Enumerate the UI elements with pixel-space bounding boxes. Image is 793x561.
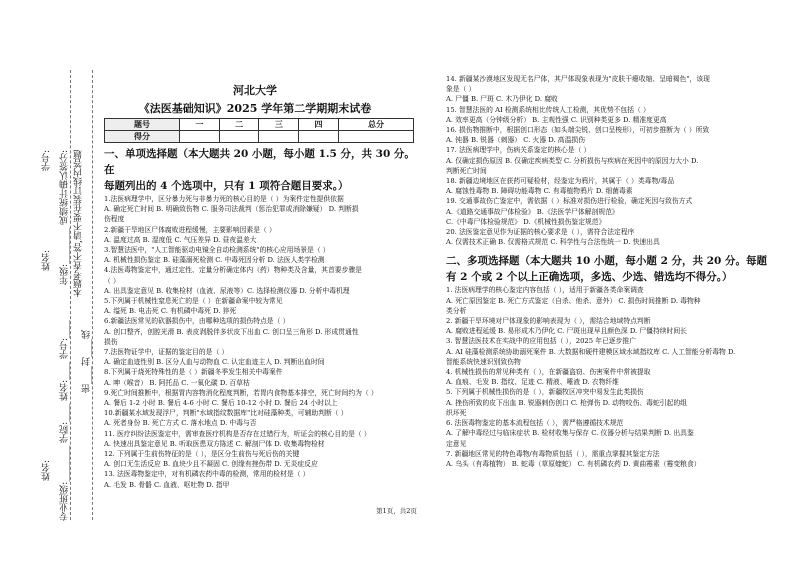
score-row-header xyxy=(105,119,414,131)
exam-title: 《法医基础知识》2025 学年第二学期期末试卷 xyxy=(138,102,372,115)
question-line: A. 毛发 B. 骨骼 C. 血液、呕吐物 D. 指甲 xyxy=(104,480,230,489)
question-line: A. 腐蚀性毒物 B. 障碍功能毒物 C. 有毒植物鸦片 D. 细菌毒素 xyxy=(446,187,633,196)
question-line: A. 钝器 B. 锐器（刺器） C. 火器 D. 高温损伤 xyxy=(446,136,585,145)
score-cell xyxy=(338,131,413,143)
question-line: 象是（ ） xyxy=(446,85,476,94)
score-cell xyxy=(180,131,220,143)
question-line: 16. 损伤物推断中，根据创口形态（如头端尖锐、创口呈梭形），可初步推断为（ ）所致 xyxy=(446,126,710,135)
student-id-label: 学号: xyxy=(42,150,52,172)
question-line: 4. 机械性损伤的常见种类有（ ），在新疆盗窃、伤害案件中常被提取 xyxy=(446,368,651,377)
section1-title-a: 一、单项选择题（本大题共 20 小题，每小题 1.5 分，共 30 分。在 xyxy=(104,148,415,176)
question-line: 1. 法医病理学的核心鉴定内容包括（ ），适用于新疆各类命案调查 xyxy=(446,286,644,295)
question-line: 定意见 xyxy=(446,439,467,448)
question-line: 6.新疆法医常见的砍器损伤中，由哪种选项的损伤特点是（ ） xyxy=(104,317,290,326)
right-column xyxy=(446,74,781,469)
left-column xyxy=(104,146,420,490)
question-line: 4.法医毒物鉴定中，通过定性、定量分析确定体内（药）物种类及含量，其首要步骤是 xyxy=(104,266,362,275)
question-list-right xyxy=(446,74,781,247)
score-cell xyxy=(219,131,259,143)
question-line: A. 效率更高（分钟级分析） B. 主观性强 C. 识别种类更多 D. 精准度更高 xyxy=(446,115,667,124)
question-line: 7. 新疆地区常见的特色毒物/有毒物质包括（ ），需重点掌握其鉴定方法 xyxy=(446,449,660,458)
question-line: 损伤 xyxy=(104,337,118,346)
section1-title-b: 每题列出的 4 个选项中，只有 1 项符合题目要求。） xyxy=(104,180,349,192)
score-cell: 二 xyxy=(219,119,259,131)
score-cell: 得分 xyxy=(105,131,180,143)
question-line: A. 呻（喉音） B. 阿托品 C. 一氧化碳 D. 百草枯 xyxy=(104,378,250,387)
question-line: A. 仅确定损伤原因 B. 仅确定疾病类型 C. 分析损伤与疾病在死因中的原因力大小 D. xyxy=(446,156,699,165)
question-line: A. 血痕、毛发 B. 指纹、足迹 C. 精液、唾液 D. 衣物纤维 xyxy=(446,378,619,387)
question-line: A. 出具鉴定意见 B. 收集检材（血液、尿液等）C. 选择检测仪器 D. 分析中毒机理 xyxy=(104,286,350,295)
margin-note-2: 本题考查不答,请不要在装订线内答题 xyxy=(74,150,84,297)
question-line: 3. 智慧法医技术在实战中的应用包括（ ），2025 年已逐步推广 xyxy=(446,337,636,346)
score-cell xyxy=(299,131,339,143)
margin-class-note: 专业班级:________ 学院:____ 姓名:____ 学号:____ xyxy=(60,320,70,521)
question-line: A. 乌头（有毒植物） B. 蛇毒（草原蝰蛇） C. 有机磷农药 D. 黄曲霉素（霉变粮食） xyxy=(446,459,701,468)
question-line: 13. 法医毒物鉴定中，对有机磷农药中毒的检测，常用的检材是（ ） xyxy=(104,470,310,479)
section2-title-a: 二、多项选择题（本大题共 10 小题，每小题 2 分，共 20 分。每题 xyxy=(446,255,767,268)
question-line: A. 死亡原因鉴定 B. 死亡方式鉴定（自杀、他杀、意外） C. 损伤时间推断 D. 毒物种 xyxy=(446,296,701,305)
question-line: 17. 法医病理学中，伤病关系鉴定的核心是（ ） xyxy=(446,146,591,155)
question-line: 20. 法医鉴定意见作为证据的核心要求是（ ），需符合法定程序 xyxy=(446,228,635,237)
question-line: A. 尸僵 B. 尸斑 C. 木乃伊化 D. 腐败 xyxy=(446,95,558,104)
question-line: A. 确定血迹性别 B. 区分人血与动物血 C. 认定血迹主人 D. 判断出血时间 xyxy=(104,358,325,367)
question-line: （ ） xyxy=(104,276,120,285)
question-line: A. 创口无生活反应 B. 血块少且不凝固 C. 创缘有挫伤带 D. 无炎症反应 xyxy=(104,460,318,469)
question-line: A. 温度过高 B. 湿度低 C. 气压差异 D. 昼夜温差大 xyxy=(104,235,257,244)
name-label: 姓名: xyxy=(42,250,52,272)
score-cell: 一 xyxy=(180,119,220,131)
question-line: 1.法医病理学中，区分暴力死与非暴力死的核心目的是（ ）为案件定性提供依据 xyxy=(104,195,344,203)
question-line: 8.下列属于烧死特殊性的是（ ）新疆冬季发生相关中毒案件 xyxy=(104,368,283,377)
question-line: C.《中毒尸体检验规范》 D.《机械性损伤鉴定规范》 xyxy=(446,217,606,226)
question-line: A. 了解中毒经过与临床症状 B. 检材收集与保存 C. 仪器分析与结果判断 D. 出具鉴 xyxy=(446,429,694,438)
question-line: A. 腐败进程延缓 B. 易形成木乃伊化 C. 尸斑出现早且颜色深 D. 尸僵持续时间长 xyxy=(446,327,687,336)
question-line: A. 机械性损伤鉴定 B. 硅藻溺死检测 C. 中毒死因分析 D. 法医人类学检测 xyxy=(104,256,325,265)
score-cell: 三 xyxy=(259,119,299,131)
question-line: 14. 新疆某沙漠地区发现无名尸体，其尸体现象表现为"皮肤干瘪收缩、呈暗褐色"，该现 xyxy=(446,75,710,83)
question-line: A. 死者身份 B. 死亡方式 C. 落水地点 D. 中毒与否 xyxy=(104,419,257,428)
question-line: 2.新疆干旱地区尸体腐败进程缓慢，主要影响因素是（ ） xyxy=(104,225,276,234)
question-line: 7.法医物证学中，证据的鉴定目的是（ ） xyxy=(104,348,229,357)
question-line: 10.新疆某水域发现浮尸，判断"水域指纹数据库"比对硅藻种类，可辅助判断（ ） xyxy=(104,409,348,418)
question-line: 5.下列属于机械性窒息死亡的是（ ）在新疆命案中较为常见 xyxy=(104,297,283,306)
question-line: 5. 下列属于机械性损伤的是（ ），新疆牧区冲突中易发生此类损伤 xyxy=(446,388,644,397)
name-label-bottom: 姓名: xyxy=(42,460,52,482)
question-list-right-2 xyxy=(446,285,781,469)
score-cell: 四 xyxy=(299,119,339,131)
question-line: 18. 新疆边境地区在获药可疑检材，经鉴定为鸦片，其属于（ ）类毒物/毒品 xyxy=(446,177,675,186)
score-cell: 题号 xyxy=(105,119,180,131)
question-line: 19. 交通事故伤亡鉴定中，需依据（ ）标准对损伤进行检验，确定死因与致伤方式 xyxy=(446,197,693,206)
score-cell: 总分 xyxy=(338,119,413,131)
question-list-left xyxy=(104,194,420,490)
question-line: 9.死亡时间推断中，根据胃内容物消化程度判断，若胃内食物基本排空，死亡时间约为（ ） xyxy=(104,388,378,397)
question-line: 6. 法医毒物鉴定的基本流程包括（ ），需严格遵循技术规范 xyxy=(446,419,624,428)
score-row-values xyxy=(105,131,414,143)
score-cell xyxy=(259,131,299,143)
question-line: A. 仅需技术正确 B. 仅需格式规范 C. 科学性与合法性统一 D. 快速出具 xyxy=(446,238,660,247)
question-line: A. 挫伤所致的皮下出血 B. 锐器刺伤创口 C. 枪弹伤 D. 动物咬伤、毒蛇引起的组 xyxy=(446,398,687,407)
question-line: A. 餐后 1-2 小时 B. 餐后 4-6 小时 C. 餐后 10-12 小时 D. 餐后 24 小时以上 xyxy=(104,399,338,408)
seal-line-text: 密____封____线 xyxy=(82,330,92,393)
question-line: 3.智慧法医中，"人工智能驱动电镜全自动检测系统"的核心应用场景是（ ） xyxy=(104,246,330,255)
page-footer: 第1页，共2页 xyxy=(376,507,417,515)
question-line: 智能系统快速识别致伤物 xyxy=(446,357,521,366)
question-line: A. AI 硅藻检测系统协助溺死案件 B. 大数据和硬件建模区域水域指纹库 C. 人工智能分析毒物 D. xyxy=(446,347,736,356)
question-line: A.《道路交通事故尸体检验》 B.《法医学尸体解剖规范》 xyxy=(446,207,619,216)
question-line: 类分析 xyxy=(446,306,467,315)
question-line: 伤程度 xyxy=(104,215,125,224)
question-line: 织坏死 xyxy=(446,408,467,417)
question-line: A. 缢死 B. 电击死 C. 有机磷中毒死 D. 猝死 xyxy=(104,307,237,316)
question-line: 2. 新疆干旱环境对尸体现象的影响表现为（ ），需结合地域特点判断 xyxy=(446,317,651,326)
question-line: A. 创口整齐，创腔光滑 B. 表皮剥脱伴多状皮下出血 C. 创口呈三角形 D. 形成贯通性 xyxy=(104,327,359,336)
question-line: 判断死亡时间 xyxy=(446,166,487,175)
question-line: A. 确定死亡时间 B. 明确致伤物 C. 服务司法裁判（惩治犯罪或消除嫌疑） D. 判断损 xyxy=(104,205,359,214)
binding-line-inner xyxy=(92,70,93,520)
university-name: 河北大学 xyxy=(233,84,277,97)
score-table xyxy=(104,118,414,143)
question-line: 15. 智慧法医的 AI 检测系统相比传统人工检测，其优势不包括（ ） xyxy=(446,105,650,114)
question-line: 11. 医疗纠纷法医鉴定中，需审查医疗机构是否存在过错行为，听证会的核心目的是（ ） xyxy=(104,429,371,438)
question-line: 12. 下列属于生前伤特征的是（ ），是区分生前伤与死后伤的关键 xyxy=(104,450,300,459)
question-line: A. 快速出具鉴定意见 B. 听取医患双方陈述 C. 解剖尸体 D. 收集毒物检材 xyxy=(104,439,325,448)
section2-title-b: 有 2 个或 2 个以上正确选项，多选、少选、错选均不得分。） xyxy=(446,271,733,284)
margin-note-1: 年级:________ 成绩统计确认签分: xyxy=(60,150,70,285)
